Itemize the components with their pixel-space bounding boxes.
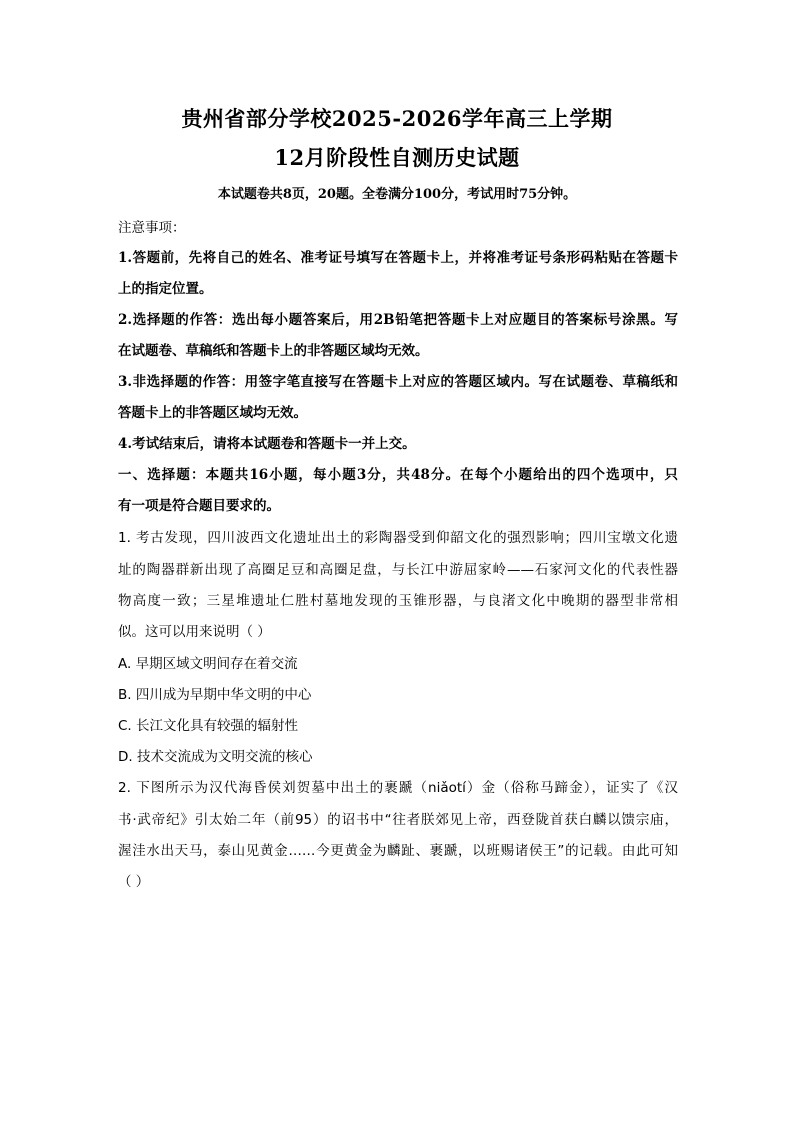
exam-title-line2: 12月阶段性自测历史试题 — [274, 145, 520, 170]
question-1-option-d: D. 技术交流成为文明交流的核心 — [118, 749, 313, 765]
question-1-stem-line2: 址的陶器群新出现了高圈足豆和高圈足盘，与长江中游屈家岭——石家河文化的代表性器 — [118, 562, 678, 578]
section-heading-cont: 有一项是符合题目要求的。 — [118, 498, 280, 514]
question-2-stem-line3: 渥洼水出天马，泰山见黄金……今更黄金为麟趾、裹蹏，以班赐诸侯王”的记载。由此可知 — [118, 843, 678, 859]
question-2-stem-line2: 书·武帝纪》引太始二年（前95）的诏书中“往者朕郊见上帝，西登陇首获白麟以馈宗庙， — [118, 812, 678, 828]
question-1-option-c: C. 长江文化具有较强的辐射性 — [118, 718, 299, 734]
question-1-option-a: A. 早期区域文明间存在着交流 — [118, 656, 298, 672]
question-2-stem: 2. 下图所示为汉代海昏侯刘贺墓中出土的裹蹏（niǎotí）金（俗称马蹄金），证实了《汉 — [118, 780, 678, 796]
exam-title: 贵州省部分学校2025-2026学年高三上学期 — [181, 106, 613, 131]
question-2-stem-line4: （ ） — [118, 874, 150, 890]
notice-item-3: 3.非选择题的作答：用签字笔直接写在答题卡上对应的答题区域内。写在试题卷、草稿纸和 — [118, 374, 678, 390]
notice-item-3-cont: 答题卡上的非答题区域均无效。 — [118, 405, 307, 421]
notice-item-4: 4.考试结束后，请将本试题卷和答题卡一并上交。 — [118, 436, 416, 452]
question-1-stem: 1. 考古发现，四川波西文化遗址出土的彩陶器受到仰韶文化的强烈影响；四川宝墩文化遗 — [118, 530, 678, 546]
section-heading: 一、选择题：本题共16小题，每小题3分，共48分。在每个小题给出的四个选项中，只 — [118, 467, 678, 483]
question-1-stem-line3: 物高度一致；三星堆遗址仁胜村墓地发现的玉锥形器，与良渚文化中晚期的器型非常相 — [118, 593, 678, 609]
notice-item-1: 1.答题前，先将自己的姓名、准考证号填写在答题卡上，并将准考证号条形码粘贴在答题卡 — [118, 250, 678, 266]
question-1-option-b: B. 四川成为早期中华文明的中心 — [118, 687, 312, 703]
question-1-stem-line4: 似。这可以用来说明（ ） — [118, 624, 271, 640]
exam-info: 本试题卷共8页，20题。全卷满分100分，考试用时75分钟。 — [217, 187, 577, 202]
notice-heading: 注意事项： — [118, 220, 186, 236]
notice-item-1-cont: 上的指定位置。 — [118, 281, 213, 297]
notice-item-2: 2.选择题的作答：选出每小题答案后，用2B铅笔把答题卡上对应题目的答案标号涂黑。写 — [118, 312, 678, 328]
notice-item-2-cont: 在试题卷、草稿纸和答题卡上的非答题区域均无效。 — [118, 343, 429, 359]
